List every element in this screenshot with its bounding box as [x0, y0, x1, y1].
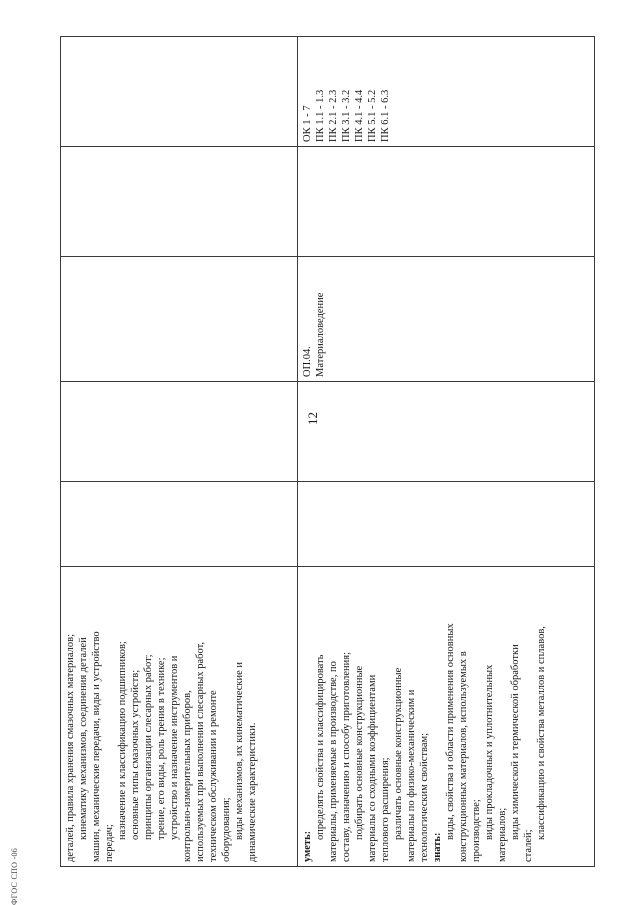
curriculum-table: [60, 36, 595, 867]
competency-code: ОК 1 - 7: [302, 105, 313, 142]
text-line: виды, свойства и области применения основных: [445, 623, 456, 840]
rotated-page: [60, 37, 580, 867]
competency-code: ПК 1.1 - 1.3: [315, 89, 326, 142]
competency-code: ПК 4.1 - 4.4: [354, 89, 365, 142]
text-line: машин, механические передачи, виды и устройство: [91, 631, 102, 862]
text-line: назначение и классификацию подшипников;: [117, 641, 128, 840]
empty-cell: [298, 382, 595, 482]
text-line: виды прокладочных и уплотнительных: [484, 664, 495, 840]
text-line: передач;: [104, 824, 115, 862]
text-line: принципы организации слесарных работ;: [143, 654, 154, 840]
section-heading: знать:: [432, 832, 443, 862]
index-code: ОП.04.: [302, 346, 313, 377]
text-line: конструкционных материалов, используемых в: [458, 651, 469, 862]
competency-code: ПК 5.1 - 5.2: [367, 89, 378, 142]
text-line: материалы, применяемые в производстве, по: [328, 661, 339, 862]
table-row: [298, 37, 595, 867]
text-line: используемых при выполнении слесарных работ,: [195, 641, 206, 862]
text-line: теплового расширения;: [380, 757, 391, 862]
footer-text: ФГОС СПО -06: [10, 847, 19, 905]
text-line: различать основные конструкционные: [393, 667, 404, 840]
empty-cell: [61, 382, 298, 482]
text-line: техническом обслуживании и ремонте: [208, 690, 219, 862]
text-line: производстве;: [471, 799, 482, 862]
requirements-cell: [298, 567, 595, 867]
text-line: материалы со сходными коэффициентами: [367, 674, 378, 862]
text-line: трение, его виды, роль трения в технике;: [156, 657, 167, 840]
text-line: составу, назначению и способу приготовления;: [341, 651, 352, 862]
empty-cell: [61, 147, 298, 257]
competency-code: ПК 3.1 - 3.2: [341, 89, 352, 142]
empty-cell: [61, 257, 298, 382]
text-line: контрольно-измерительных приборов,: [182, 690, 193, 862]
text-line: определять свойства и классифицировать: [315, 654, 326, 840]
text-line: виды химической и термической обработки: [510, 644, 521, 840]
competency-code: ПК 2.1 - 2.3: [328, 89, 339, 142]
text-line: технологическим свойствам;: [419, 732, 430, 862]
text-line: динамические характеристики.: [247, 722, 258, 862]
text-line: устройство и назначение инструментов и: [169, 655, 180, 840]
text-line: кинематику механизмов, соединения деталей: [78, 637, 89, 840]
text-line: деталей, правила хранения смазочных материалов;: [65, 634, 76, 862]
text-line: основные типы смазочных устройств;: [130, 669, 141, 840]
discipline-name: Материаловедение: [315, 292, 326, 377]
empty-cell: [298, 147, 595, 257]
text-line: материалы по физико-механическим и: [406, 689, 417, 862]
table-row: [61, 37, 298, 867]
text-line: оборудования;: [221, 797, 232, 862]
discipline-cell: [298, 257, 595, 382]
competency-code: ПК 6.1 - 6.3: [380, 89, 391, 142]
empty-cell: [61, 37, 298, 147]
text-line: подбирать основные конструкционные: [354, 665, 365, 840]
text-line: материалов;: [497, 807, 508, 862]
section-heading: уметь:: [302, 830, 313, 862]
empty-cell: [61, 482, 298, 567]
requirements-cell: [61, 567, 298, 867]
text-line: виды механизмов, их кинематические и: [234, 661, 245, 840]
competencies-cell: [298, 37, 595, 147]
empty-cell: [298, 482, 595, 567]
text-line: классификацию и свойства металлов и сплавов,: [536, 626, 547, 840]
page-number: 12: [305, 412, 320, 425]
text-line: сталей;: [523, 829, 534, 862]
